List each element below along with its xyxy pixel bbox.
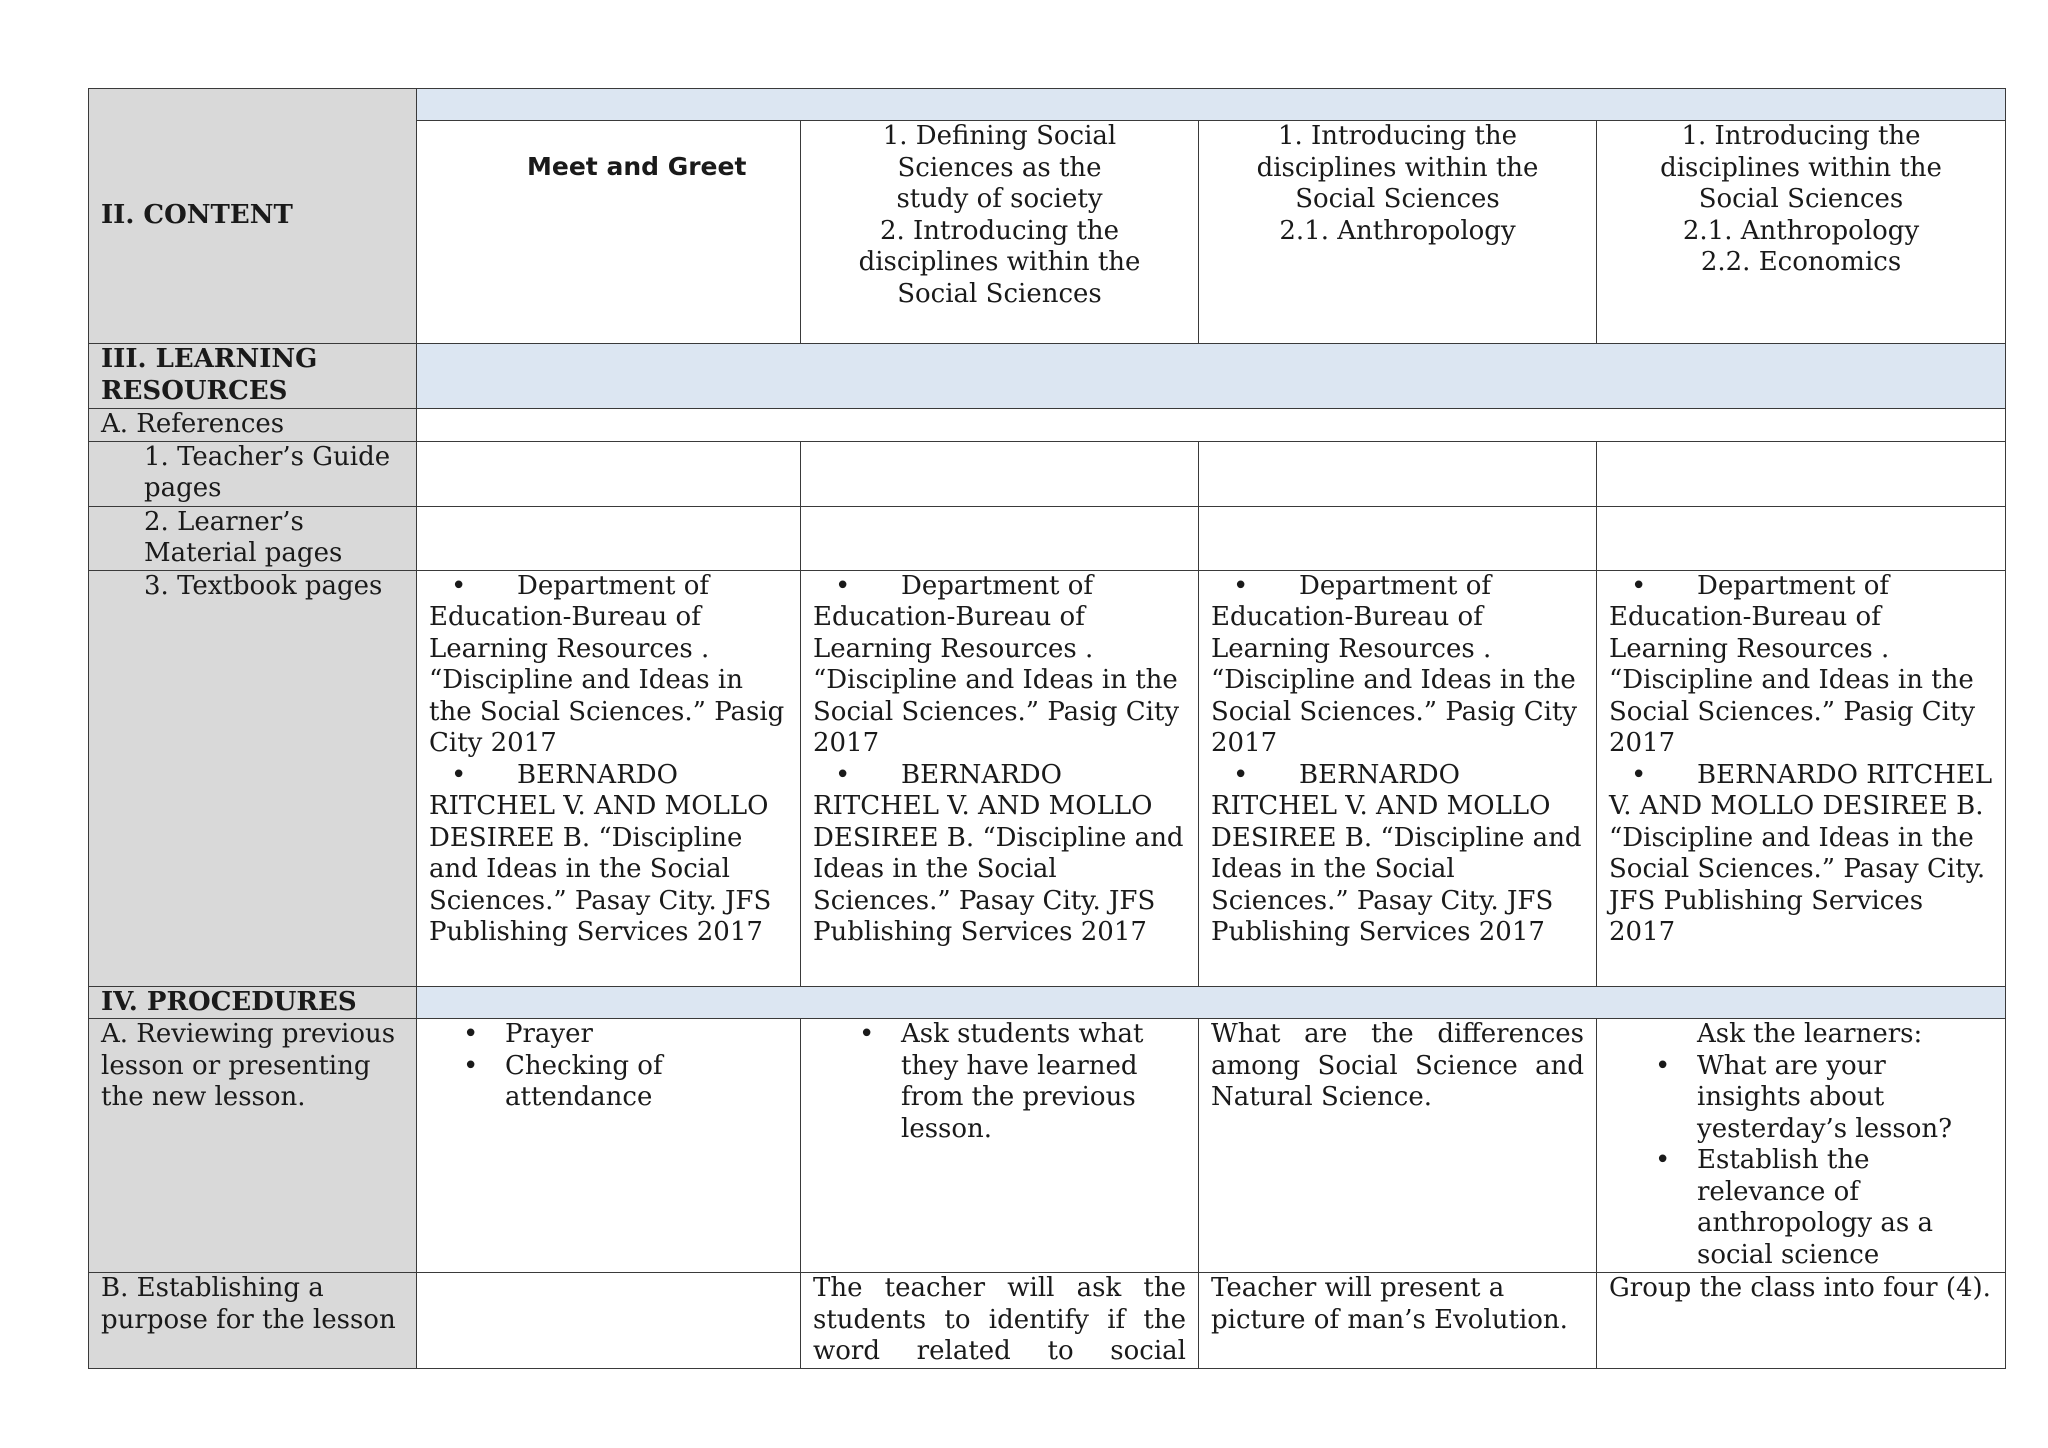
- content-label-cell: [89, 89, 417, 344]
- content-header-band: [417, 89, 2006, 121]
- teachers-guide-label: [89, 441, 417, 506]
- reference-item: • Department of Education-Bureau of Learning Resources . “Discipline and Ideas in the Social Sciences.” Pasig City 2017: [1609, 571, 1993, 760]
- purpose-day4: Group the class into four (4).: [1597, 1273, 2006, 1369]
- content-label: II. CONTENT: [101, 200, 293, 231]
- teachers-guide-text: 1. Teacher’s Guide pages: [144, 441, 391, 503]
- content-line: 2.1. Anthropology: [1682, 215, 1920, 246]
- purpose-day2-text: The teacher will ask the students to identify if the word related to social: [813, 1273, 1186, 1366]
- learners-material-day2: [801, 506, 1199, 570]
- textbook-label: [89, 570, 417, 986]
- content-line: Social Sciences: [1698, 184, 1904, 214]
- textbook-day4: [1597, 570, 2006, 986]
- meet-and-greet: Meet and Greet: [527, 152, 747, 181]
- purpose-day3: Teacher will present a picture of man’s Evolution.: [1199, 1273, 1597, 1369]
- content-line: 1. Defining Social: [882, 121, 1117, 151]
- purpose-label: B. Establishing a purpose for the lesson: [89, 1273, 417, 1369]
- procedure-item: • Checking of attendance: [505, 1051, 788, 1114]
- purpose-day2: [801, 1273, 1199, 1369]
- procedure-item: • Ask students what they have learned from the previous lesson.: [901, 1019, 1186, 1145]
- content-line: 2.2. Economics: [1700, 247, 1902, 277]
- content-day2: [801, 121, 1199, 344]
- teachers-guide-day1: [417, 441, 801, 506]
- learners-material-label: [89, 506, 417, 570]
- content-line: 2.1. Anthropology: [1279, 215, 1516, 246]
- content-day1: [417, 121, 801, 344]
- procedure-item: • Establish the relevance of anthropology as a social science: [1697, 1145, 1993, 1271]
- learners-material-day1: [417, 506, 801, 570]
- content-line: 1. Introducing the: [1277, 121, 1518, 151]
- reference-item: • BERNARDO RITCHEL V. AND MOLLO DESIREE B. “Discipline and Ideas in the Social Sciences.” Pasay City. JFS Publishing Services 2017: [429, 760, 788, 949]
- content-line: disciplines within the: [1256, 152, 1539, 183]
- resources-label: III. LEARNING RESOURCES: [89, 344, 417, 409]
- reference-item: • BERNARDO RITCHEL V. AND MOLLO DESIREE B. “Discipline and Ideas in the Social Sciences.” Pasay City. JFS Publishing Services 2017: [813, 760, 1186, 949]
- teachers-guide-day4: [1597, 441, 2006, 506]
- reference-item: • Department of Education-Bureau of Learning Resources . “Discipline and Ideas in the Social Sciences.” Pasig City 2017: [429, 571, 788, 760]
- content-line: 2. Introducing the: [879, 215, 1120, 246]
- procedure-item: • Prayer: [505, 1019, 788, 1051]
- content-line: Social Sciences: [1295, 184, 1500, 214]
- teachers-guide-day3: [1199, 441, 1597, 506]
- textbook-day1: [417, 570, 801, 986]
- reference-item: • BERNARDO RITCHEL V. AND MOLLO DESIREE B. “Discipline and Ideas in the Social Sciences.” Pasay City. JFS Publishing Services 2017: [1609, 760, 1993, 949]
- reviewing-day4: [1597, 1019, 2006, 1273]
- content-day4: [1597, 121, 2006, 344]
- content-line: study of society: [896, 184, 1103, 214]
- textbook-day3: [1199, 570, 1597, 986]
- reference-item: • Department of Education-Bureau of Learning Resources . “Discipline and Ideas in the Social Sciences.” Pasig City 2017: [813, 571, 1186, 760]
- reviewing-day1: [417, 1019, 801, 1273]
- content-line: disciplines within the: [1660, 152, 1942, 183]
- learners-material-day4: [1597, 506, 2006, 570]
- learners-material-text: 2. Learner’s Material pages: [144, 506, 343, 568]
- content-line: disciplines within the: [858, 247, 1141, 277]
- procedures-header-band: [417, 986, 2006, 1019]
- references-cell: [417, 409, 2006, 442]
- content-line: Social Sciences: [897, 278, 1102, 309]
- purpose-day1: [417, 1273, 801, 1369]
- lesson-plan-table: [88, 88, 2006, 1369]
- reference-item: • BERNARDO RITCHEL V. AND MOLLO DESIREE B. “Discipline and Ideas in the Social Sciences.” Pasay City. JFS Publishing Services 2017: [1211, 760, 1584, 949]
- content-line: Sciences as the: [897, 152, 1102, 183]
- teachers-guide-day2: [801, 441, 1199, 506]
- textbook-day2: [801, 570, 1199, 986]
- references-label: A. References: [89, 409, 417, 442]
- reviewing-day2: [801, 1019, 1199, 1273]
- reviewing-label: A. Reviewing previous lesson or presenting the new lesson.: [89, 1019, 417, 1273]
- content-line: 1. Introducing the: [1681, 121, 1921, 151]
- reference-item: • Department of Education-Bureau of Learning Resources . “Discipline and Ideas in the Social Sciences.” Pasig City 2017: [1211, 571, 1584, 760]
- reviewing-day3: What are the differences among Social Science and Natural Science.: [1199, 1019, 1597, 1273]
- procedures-label: IV. PROCEDURES: [89, 986, 417, 1019]
- ask-learners-intro: Ask the learners:: [1697, 1019, 1923, 1049]
- learners-material-day3: [1199, 506, 1597, 570]
- textbook-text: 3. Textbook pages: [144, 570, 383, 601]
- resources-header-band: [417, 344, 2006, 409]
- procedure-item: • What are your insights about yesterday’s lesson?: [1697, 1051, 1993, 1146]
- content-day3: [1199, 121, 1597, 344]
